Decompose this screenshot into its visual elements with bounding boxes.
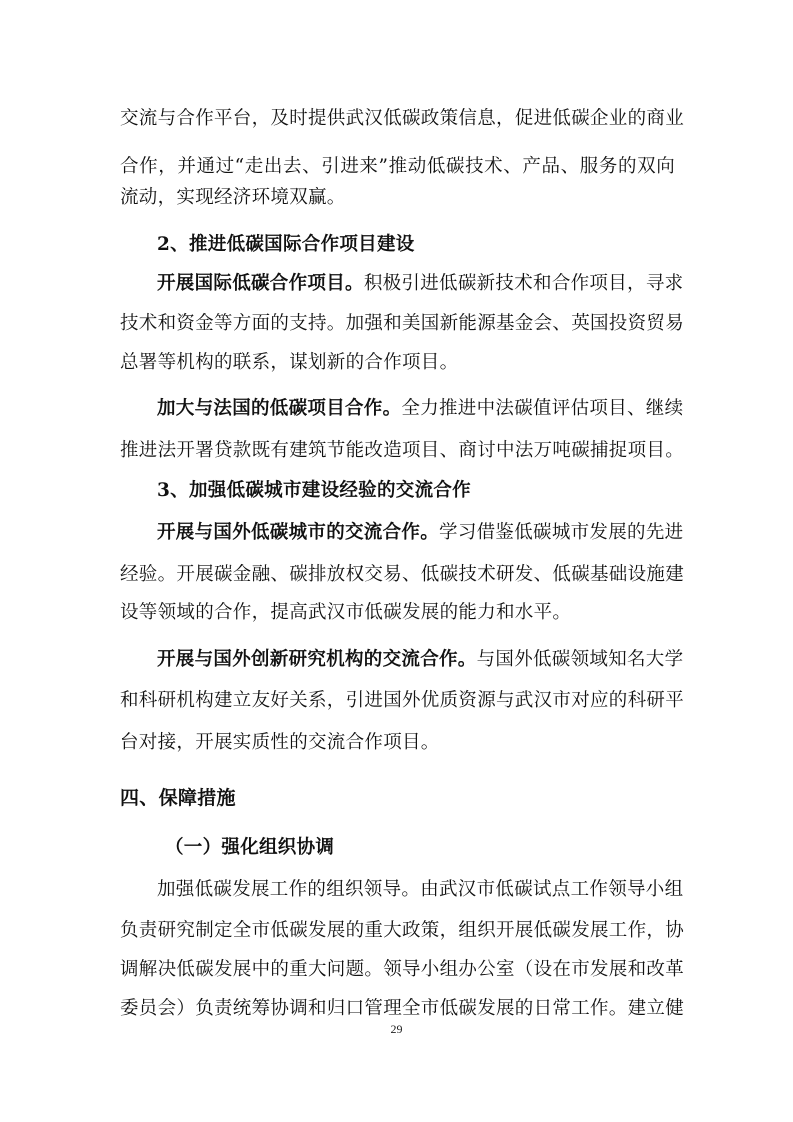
paragraph-line: 流动，实现经济环境双赢。 (120, 187, 346, 208)
paragraph-text: 学习借鉴低碳城市发展的先进 (439, 522, 684, 543)
paragraph-line: 加强低碳发展工作的组织领导。由武汉市低碳试点工作领导小组 (157, 879, 684, 900)
paragraph-line (157, 397, 684, 421)
paragraph-line: 委员会）负责统筹协调和归口管理全市低碳发展的日常工作。建立健 (120, 998, 685, 1019)
chapter-heading: 四、保障措施 (120, 787, 236, 809)
paragraph-line: 交流与合作平台，及时提供武汉低碳政策信息，促进低碳企业的商业 (120, 108, 685, 129)
lead-bold-text: 加大与法国的低碳项目合作。 (157, 398, 402, 419)
section-heading: 3、加强低碳城市建设经验的交流合作 (157, 480, 471, 501)
lead-bold-text: 开展与国外创新研究机构的交流合作。 (157, 649, 477, 670)
paragraph-line: 合作，并通过“走出去、引进来”推动低碳技术、产品、服务的双向 (120, 156, 675, 177)
section-heading: 2、推进低碳国际合作项目建设 (157, 234, 415, 255)
paragraph-line: 负责研究制定全市低碳发展的重大政策，组织开展低碳发展工作，协 (120, 920, 685, 941)
lead-bold-text: 开展与国外低碳城市的交流合作。 (157, 522, 440, 543)
paragraph-text: 全力推进中法碳值评估项目、继续 (401, 398, 684, 419)
page-number: 29 (390, 1022, 403, 1036)
paragraph-line: 调解决低碳发展中的重大问题。领导小组办公室（设在市发展和改革 (120, 959, 685, 980)
paragraph-line: 技术和资金等方面的支持。加强和美国新能源基金会、英国投资贸易 (120, 313, 685, 334)
paragraph-text: 积极引进低碳新技术和合作项目，寻求 (363, 273, 684, 294)
paragraph-line (157, 648, 684, 672)
paragraph-line: 总署等机构的联系，谋划新的合作项目。 (120, 352, 459, 373)
lead-bold-text: 开展国际低碳合作项目。 (157, 273, 364, 294)
subsection-heading: （一）强化组织协调 (165, 837, 335, 858)
paragraph-line: 台对接，开展实质性的交流合作项目。 (120, 732, 440, 753)
paragraph-line: 设等领域的合作，提高武汉市低碳发展的能力和水平。 (120, 602, 572, 623)
paragraph-line (157, 272, 684, 296)
paragraph-line: 经验。开展碳金融、碳排放权交易、低碳技术研发、低碳基础设施建 (120, 564, 685, 585)
paragraph-line (157, 521, 684, 545)
paragraph-line: 和科研机构建立友好关系，引进国外优质资源与武汉市对应的科研平 (120, 690, 685, 711)
paragraph-text: 与国外低碳领域知名大学 (476, 649, 684, 670)
paragraph-line: 推进法开署贷款既有建筑节能改造项目、商讨中法万吨碳捕捉项目。 (120, 440, 685, 461)
